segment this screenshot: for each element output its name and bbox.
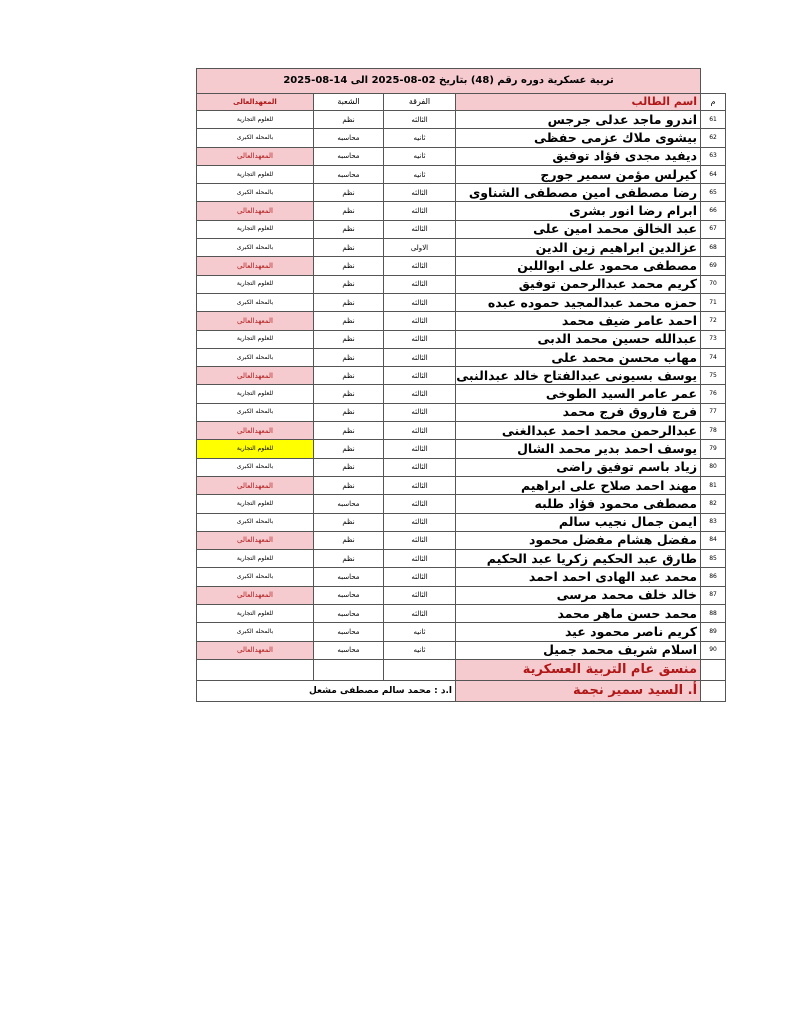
table-row [197, 239, 726, 257]
student-name-cell: مهند احمد صلاح على ابراهيم [456, 476, 701, 494]
student-name-cell: زياد باسم توفيق راضى [456, 458, 701, 476]
department-cell: محاسبه [314, 147, 384, 165]
institute-cell: للعلوم التجارية [197, 385, 314, 403]
row-number-cell: 63 [701, 147, 726, 165]
row-number-cell: 81 [701, 476, 726, 494]
row-number-cell: 73 [701, 330, 726, 348]
institute-cell: للعلوم التجارية [197, 495, 314, 513]
row-number-cell: 77 [701, 403, 726, 421]
department-cell: نظم [314, 550, 384, 568]
department-cell: نظم [314, 239, 384, 257]
row-number-cell: 79 [701, 440, 726, 458]
institute-cell: المعهدالعالى [197, 367, 314, 385]
table-row [197, 220, 726, 238]
student-name-cell: كيرلس مؤمن سمير جورج [456, 165, 701, 183]
institute-cell: المعهدالعالى [197, 202, 314, 220]
coordinator-name: أ. السيد سمير نجمة [456, 680, 701, 701]
student-name-cell: ابرام رضا انور بشرى [456, 202, 701, 220]
department-cell: نظم [314, 458, 384, 476]
row-number-cell: 74 [701, 348, 726, 366]
department-cell: نظم [314, 220, 384, 238]
header-row [197, 94, 726, 111]
table-row [197, 476, 726, 494]
grade-cell: الثالثه [384, 257, 456, 275]
student-name-cell: كريم ناصر محمود عيد [456, 623, 701, 641]
student-name-cell: ديفيد مجدى فؤاد توفيق [456, 147, 701, 165]
grade-cell: الثالثه [384, 422, 456, 440]
institute-cell: بالمحله الكبرى [197, 348, 314, 366]
department-cell: نظم [314, 476, 384, 494]
table-row [197, 605, 726, 623]
row-number-cell: 86 [701, 568, 726, 586]
institute-cell: المعهدالعالى [197, 586, 314, 604]
table-row [197, 495, 726, 513]
department-cell: نظم [314, 111, 384, 129]
row-number-cell: 89 [701, 623, 726, 641]
row-number-cell: 82 [701, 495, 726, 513]
department-cell: نظم [314, 422, 384, 440]
institute-cell: للعلوم التجارية [197, 440, 314, 458]
department-cell: محاسبه [314, 495, 384, 513]
table-row [197, 641, 726, 659]
grade-cell: الثالثه [384, 111, 456, 129]
student-name-cell: مصطفى محمود فؤاد طلبه [456, 495, 701, 513]
student-name-cell: مفضل هشام مفضل محمود [456, 531, 701, 549]
student-name-cell: ايمن جمال نجيب سالم [456, 513, 701, 531]
institute-cell: بالمحله الكبرى [197, 568, 314, 586]
row-number-cell: 90 [701, 641, 726, 659]
table-row [197, 312, 726, 330]
grade-cell: الثالثه [384, 348, 456, 366]
grade-cell: الاولى [384, 239, 456, 257]
grade-cell: الثالثه [384, 586, 456, 604]
institute-cell: المعهدالعالى [197, 641, 314, 659]
student-name-cell: اسلام شريف محمد جميل [456, 641, 701, 659]
footer-row-1 [197, 659, 726, 680]
row-number-cell: 65 [701, 184, 726, 202]
department-cell: محاسبه [314, 605, 384, 623]
grade-cell: الثالثه [384, 312, 456, 330]
table-row [197, 111, 726, 129]
student-name-cell: مصطفى محمود على ابواللبن [456, 257, 701, 275]
header-grade: الفرقة [384, 94, 456, 111]
table-row [197, 531, 726, 549]
department-cell: نظم [314, 403, 384, 421]
grade-cell: ثانيه [384, 623, 456, 641]
student-name-cell: رضا مصطفى امين مصطفى الشناوى [456, 184, 701, 202]
grade-cell: الثالثه [384, 440, 456, 458]
grade-cell: الثالثه [384, 476, 456, 494]
header-name: اسم الطالب [456, 94, 701, 111]
student-name-cell: يوسف احمد بدير محمد الشال [456, 440, 701, 458]
row-number-cell: 72 [701, 312, 726, 330]
institute-cell: للعلوم التجارية [197, 605, 314, 623]
grade-cell: الثالثه [384, 550, 456, 568]
institute-cell: بالمحله الكبرى [197, 403, 314, 421]
row-number-cell: 85 [701, 550, 726, 568]
row-number-cell: 64 [701, 165, 726, 183]
department-cell: نظم [314, 348, 384, 366]
department-cell: محاسبه [314, 641, 384, 659]
grade-cell: الثالثه [384, 605, 456, 623]
department-cell: نظم [314, 275, 384, 293]
student-name-cell: عبد الخالق محمد امين على [456, 220, 701, 238]
grade-cell: الثالثه [384, 385, 456, 403]
department-cell: محاسبه [314, 165, 384, 183]
student-name-cell: عبدالله حسين محمد الدبى [456, 330, 701, 348]
department-cell: محاسبه [314, 129, 384, 147]
student-name-cell: عبدالرحمن محمد احمد عبدالغنى [456, 422, 701, 440]
grade-cell: الثالثه [384, 367, 456, 385]
department-cell: محاسبه [314, 568, 384, 586]
institute-cell: للعلوم التجارية [197, 550, 314, 568]
student-name-cell: طارق عبد الحكيم زكريا عبد الحكيم [456, 550, 701, 568]
institute-cell: بالمحله الكبرى [197, 129, 314, 147]
row-number-cell: 76 [701, 385, 726, 403]
table-body [197, 111, 726, 660]
table-row [197, 275, 726, 293]
department-cell: نظم [314, 312, 384, 330]
grade-cell: الثالثه [384, 184, 456, 202]
department-cell: نظم [314, 257, 384, 275]
institute-cell: المعهدالعالى [197, 312, 314, 330]
row-number-cell: 68 [701, 239, 726, 257]
table-row [197, 513, 726, 531]
department-cell: نظم [314, 367, 384, 385]
institute-cell: بالمحله الكبرى [197, 513, 314, 531]
institute-cell: المعهدالعالى [197, 147, 314, 165]
grade-cell: الثالثه [384, 458, 456, 476]
grade-cell: الثالثه [384, 495, 456, 513]
row-number-cell: 69 [701, 257, 726, 275]
header-number: م [701, 94, 726, 111]
table-row [197, 202, 726, 220]
institute-cell: للعلوم التجارية [197, 220, 314, 238]
institute-cell: للعلوم التجارية [197, 275, 314, 293]
row-number-cell: 84 [701, 531, 726, 549]
table-row [197, 422, 726, 440]
header-department: الشعبة [314, 94, 384, 111]
grade-cell: الثالثه [384, 293, 456, 311]
institute-cell: بالمحله الكبرى [197, 293, 314, 311]
table-row [197, 458, 726, 476]
table-row [197, 129, 726, 147]
row-number-cell: 67 [701, 220, 726, 238]
table-row [197, 165, 726, 183]
institute-cell: بالمحله الكبرى [197, 239, 314, 257]
institute-cell: للعلوم التجارية [197, 330, 314, 348]
grade-cell: الثالثه [384, 330, 456, 348]
table-row [197, 385, 726, 403]
table-row [197, 440, 726, 458]
department-cell: نظم [314, 385, 384, 403]
grade-cell: الثالثه [384, 202, 456, 220]
student-name-cell: بيشوى ملاك عزمى حفظى [456, 129, 701, 147]
table-row [197, 367, 726, 385]
grade-cell: الثالثه [384, 403, 456, 421]
coordinator-title: منسق عام التربية العسكرية [456, 659, 701, 680]
table-row [197, 184, 726, 202]
row-number-cell: 83 [701, 513, 726, 531]
student-name-cell: كريم محمد عبدالرحمن توفيق [456, 275, 701, 293]
grade-cell: ثانيه [384, 147, 456, 165]
student-name-cell: عمر عامر السيد الطوخى [456, 385, 701, 403]
student-name-cell: يوسف بسيونى عبدالفتاح خالد عبدالنبى [456, 367, 701, 385]
table-row [197, 257, 726, 275]
grade-cell: الثالثه [384, 531, 456, 549]
institute-cell: المعهدالعالى [197, 531, 314, 549]
student-name-cell: خالد خلف محمد مرسى [456, 586, 701, 604]
page-title: تربية عسكرية دوره رقم (48) بتاريخ 02-08-2025 الى 14-08-2025 [197, 69, 701, 94]
students-table [196, 68, 726, 702]
institute-cell: بالمحله الكبرى [197, 623, 314, 641]
institute-cell: بالمحله الكبرى [197, 458, 314, 476]
department-cell: نظم [314, 513, 384, 531]
department-cell: نظم [314, 531, 384, 549]
grade-cell: ثانيه [384, 165, 456, 183]
row-number-cell: 78 [701, 422, 726, 440]
student-name-cell: محمد عبد الهادى احمد احمد [456, 568, 701, 586]
row-number-cell: 80 [701, 458, 726, 476]
department-cell: محاسبه [314, 586, 384, 604]
student-name-cell: اندرو ماجد عدلى جرجس [456, 111, 701, 129]
student-name-cell: عزالدين ابراهيم زين الدين [456, 239, 701, 257]
institute-cell: المعهدالعالى [197, 476, 314, 494]
grade-cell: الثالثه [384, 568, 456, 586]
table-row [197, 147, 726, 165]
department-cell: نظم [314, 184, 384, 202]
table-row [197, 403, 726, 421]
row-number-cell: 62 [701, 129, 726, 147]
department-cell: نظم [314, 330, 384, 348]
student-name-cell: احمد عامر ضيف محمد [456, 312, 701, 330]
table-row [197, 330, 726, 348]
header-institute: المعهدالعالى [197, 94, 314, 111]
institute-cell: للعلوم التجارية [197, 165, 314, 183]
table-row [197, 348, 726, 366]
grade-cell: ثانيه [384, 641, 456, 659]
department-cell: محاسبه [314, 623, 384, 641]
table-row [197, 550, 726, 568]
institute-cell: المعهدالعالى [197, 422, 314, 440]
grade-cell: الثالثه [384, 220, 456, 238]
table-row [197, 293, 726, 311]
row-number-cell: 75 [701, 367, 726, 385]
student-name-cell: محمد حسن ماهر محمد [456, 605, 701, 623]
table-row [197, 568, 726, 586]
grade-cell: ثانيه [384, 129, 456, 147]
row-number-cell: 87 [701, 586, 726, 604]
row-number-cell: 71 [701, 293, 726, 311]
student-name-cell: حمزه محمد عبدالمجيد حموده عبده [456, 293, 701, 311]
row-number-cell: 66 [701, 202, 726, 220]
table-row [197, 623, 726, 641]
institute-cell: بالمحله الكبرى [197, 184, 314, 202]
row-number-cell: 70 [701, 275, 726, 293]
institute-cell: المعهدالعالى [197, 257, 314, 275]
institute-cell: للعلوم التجارية [197, 111, 314, 129]
table-row [197, 586, 726, 604]
row-number-cell: 61 [701, 111, 726, 129]
department-cell: نظم [314, 440, 384, 458]
doctor-signature: ا.د : محمد سالم مصطفى مشعل [197, 680, 456, 701]
grade-cell: الثالثه [384, 275, 456, 293]
title-row [197, 69, 726, 94]
department-cell: نظم [314, 202, 384, 220]
student-name-cell: مهاب محسن محمد على [456, 348, 701, 366]
footer-row-2 [197, 680, 726, 701]
grade-cell: الثالثه [384, 513, 456, 531]
department-cell: نظم [314, 293, 384, 311]
student-name-cell: فرج فاروق فرج محمد [456, 403, 701, 421]
row-number-cell: 88 [701, 605, 726, 623]
